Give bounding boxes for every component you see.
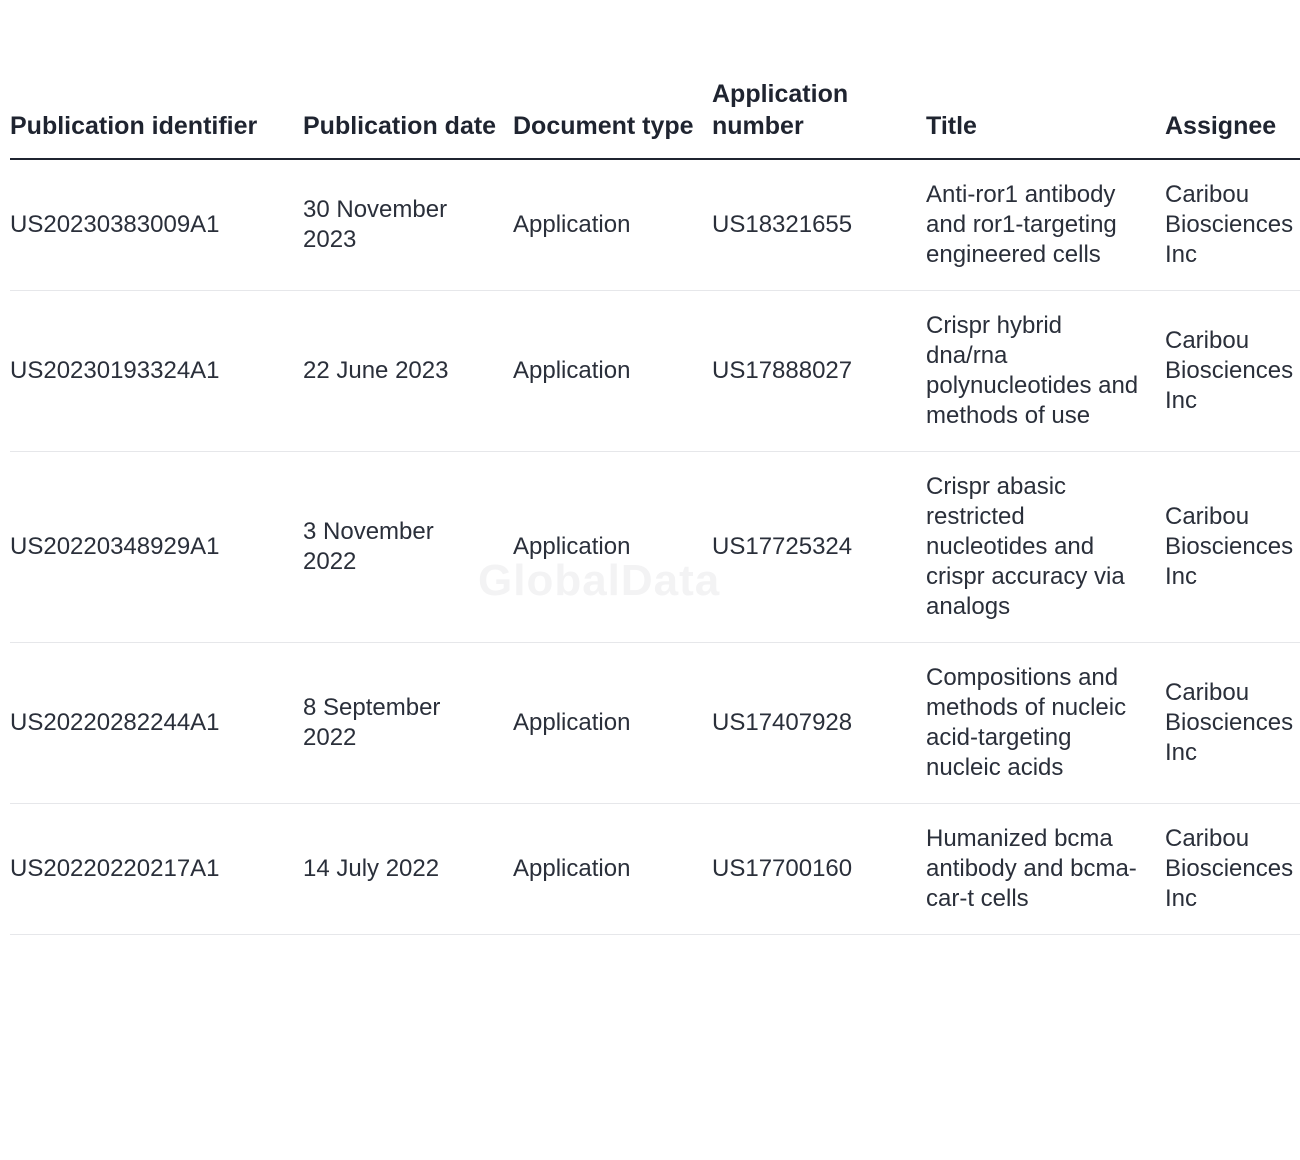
cell-publication-date: 14 July 2022 [303,804,513,935]
cell-publication-date: 22 June 2023 [303,291,513,452]
cell-assignee: Caribou Biosciences Inc [1165,452,1300,643]
cell-publication-date: 30 November 2023 [303,159,513,291]
cell-document-type: Application [513,291,712,452]
table-header [10,78,1300,159]
header-document-type: Document type [513,78,712,159]
header-row [10,78,1300,159]
table-row [10,804,1300,935]
cell-title: Crispr hybrid dna/rna polynucleotides and methods of use [926,291,1165,452]
cell-publication-identifier: US20230193324A1 [10,291,303,452]
cell-application-number: US17888027 [712,291,926,452]
cell-title: Anti-ror1 antibody and ror1-targeting engineered cells [926,159,1165,291]
cell-application-number: US17725324 [712,452,926,643]
cell-application-number: US18321655 [712,159,926,291]
cell-publication-identifier: US20220282244A1 [10,643,303,804]
table-row [10,643,1300,804]
patent-table-container[interactable] [10,78,1294,935]
table-row [10,291,1300,452]
header-application-number: Application number [712,78,926,159]
cell-assignee: Caribou Biosciences Inc [1165,643,1300,804]
cell-assignee: Caribou Biosciences Inc [1165,159,1300,291]
cell-document-type: Application [513,643,712,804]
cell-publication-date: 3 November 2022 [303,452,513,643]
header-publication-date: Publication date [303,78,513,159]
cell-title: Crispr abasic restricted nucleotides and crispr accuracy via analogs [926,452,1165,643]
header-assignee: Assignee [1165,78,1300,159]
table-row [10,159,1300,291]
cell-assignee: Caribou Biosciences Inc [1165,804,1300,935]
cell-publication-identifier: US20230383009A1 [10,159,303,291]
header-title: Title [926,78,1165,159]
cell-document-type: Application [513,159,712,291]
cell-document-type: Application [513,804,712,935]
cell-application-number: US17700160 [712,804,926,935]
patent-table [10,78,1300,935]
cell-application-number: US17407928 [712,643,926,804]
cell-assignee: Caribou Biosciences Inc [1165,291,1300,452]
watermark-logo: GlobalData [478,556,721,605]
table-body [10,159,1300,935]
cell-publication-identifier: US20220348929A1 [10,452,303,643]
header-publication-identifier: Publication identifier [10,78,303,159]
cell-publication-identifier: US20220220217A1 [10,804,303,935]
cell-title: Humanized bcma antibody and bcma-car-t cells [926,804,1165,935]
cell-document-type: Application [513,452,712,643]
cell-publication-date: 8 September 2022 [303,643,513,804]
cell-title: Compositions and methods of nucleic acid-targeting nucleic acids [926,643,1165,804]
table-row [10,452,1300,643]
